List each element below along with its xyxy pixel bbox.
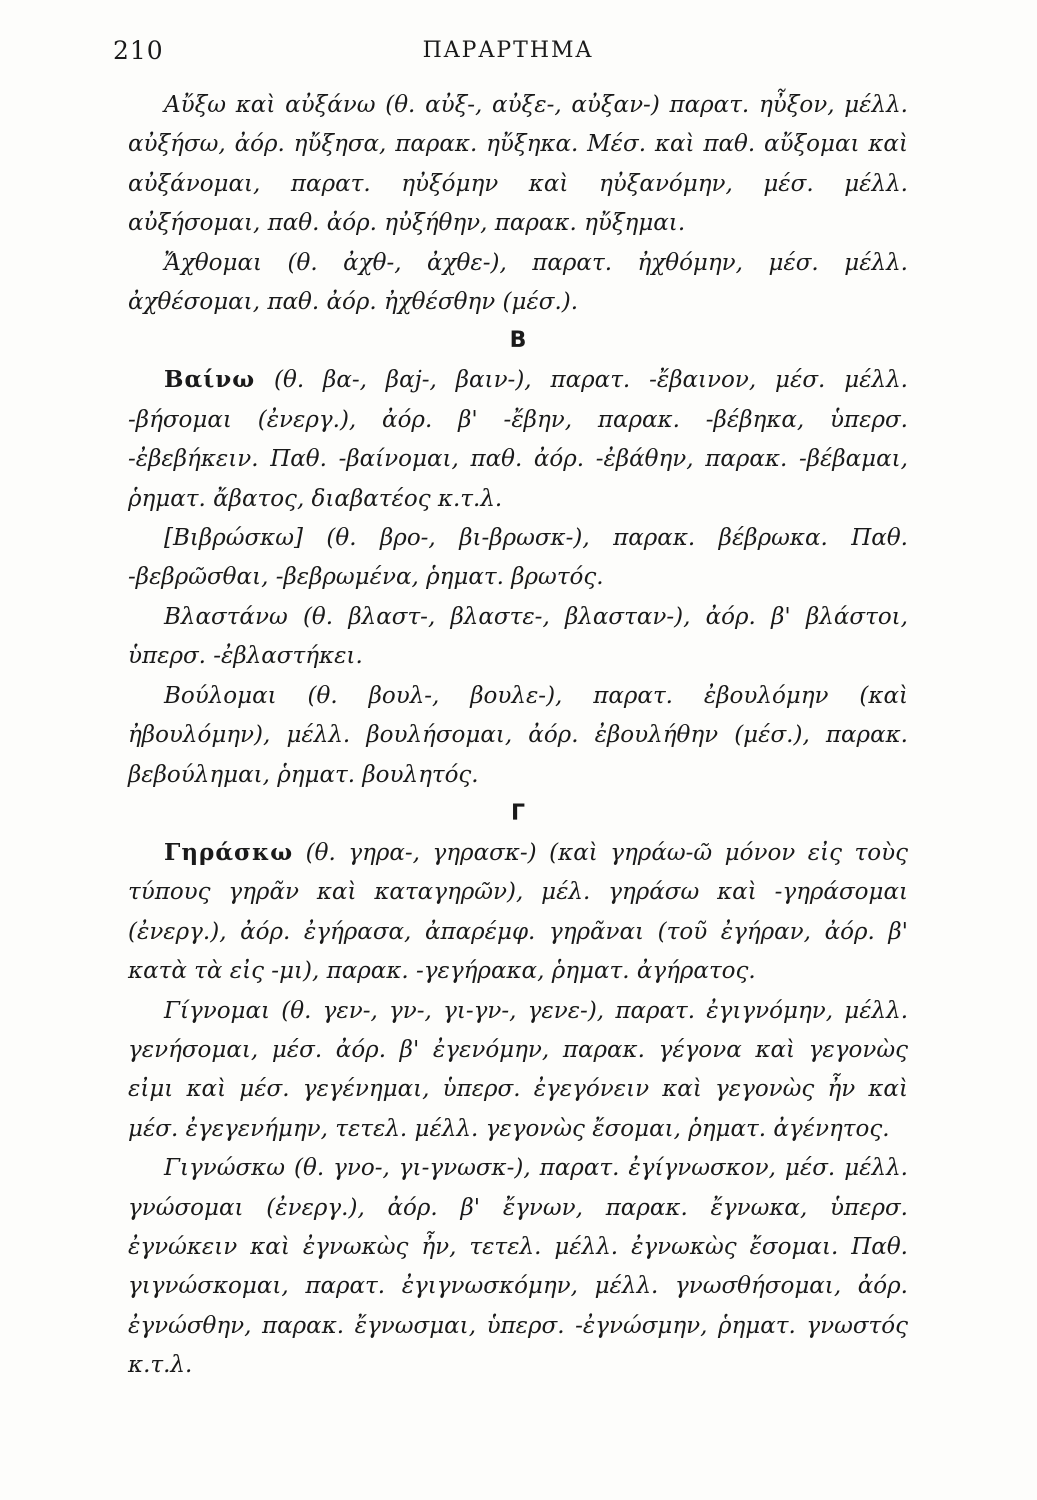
- page-number: 210: [113, 36, 164, 65]
- running-head: [113, 36, 903, 70]
- running-title: ΠΑΡΑΡΤΗΜΑ: [422, 38, 594, 63]
- entry-gignomai: [128, 992, 908, 1150]
- appendix-verb-list: [128, 86, 908, 1386]
- entry-text: [Βιβρώσκω] (θ. βρο-, βι-βρωσκ-), παρακ. βέβρωκα. Παθ. -βεβρῶσθαι, -βεβρωμένα, ῥηματ. βρωτός.: [128, 525, 908, 591]
- entry-text: Ἄχθομαι (θ. ἀχθ-, ἀχθε-), παρατ. ἠχθόμην, μέσ. μέλλ. ἀχθέσομαι, παθ. ἀόρ. ἠχθέσθην (μέσ.).: [128, 249, 908, 316]
- entry-auxo: [128, 86, 908, 244]
- section-heading-g: Γ: [510, 800, 526, 826]
- entry-text: Γίγνομαι (θ. γεν-, γν-, γι-γν-, γενε-), παρατ. ἐγιγνόμην, μέλλ. γενήσομαι, μέσ. ἀόρ. β' ἐγενόμην, παρακ. γέγονα καὶ γεγονὼς εἰμι καὶ μέσ. γεγένημαι, ὑπερσ. ἐγεγόνειν καὶ γεγονὼς ἦν καὶ μέσ. ἐγεγενήμην, τετελ. μέλλ. γεγονὼς ἔσομαι, ῥηματ. ἀγένητος.: [128, 997, 908, 1142]
- section-heading-b: Β: [509, 328, 527, 354]
- entry-text: Βούλομαι (θ. βουλ-, βουλε-), παρατ. ἐβουλόμην (καὶ ἠβουλόμην), μέλλ. βουλήσομαι, ἀόρ. ἐβουλήθην (μέσ.), παρακ. βεβούλημαι, ῥηματ. βουλητός.: [128, 682, 908, 788]
- entry-text: Αὔξω καὶ αὐξάνω (θ. αὐξ-, αὐξε-, αὐξαν-) παρατ. ηὖξον, μέλλ. αὐξήσω, ἀόρ. ηὔξησα, παρακ. ηὔξηκα. Μέσ. καὶ παθ. αὔξομαι καὶ αὐξάνομαι, παρατ. ηὐξόμην καὶ ηὐξανόμην, μέσ. μέλλ. αὐξήσομαι, παθ. ἀόρ. ηὐξήθην, παρακ. ηὔξημαι.: [128, 92, 908, 237]
- entry-gignosko: [128, 1149, 908, 1385]
- entry-boulomai: [128, 677, 908, 795]
- entry-gerasko: [128, 833, 908, 992]
- entry-text: Γιγνώσκω (θ. γνο-, γι-γνωσκ-), παρατ. ἐγίγνωσκον, μέσ. μέλλ. γνώσομαι (ἐνεργ.), ἀόρ. β' ἔγνων, παρακ. ἔγνωκα, ὑπερσ. ἐγνώκειν καὶ ἐγνωκὼς ἦν, τετελ. μέλλ. ἐγνωκὼς ἔσομαι. Παθ. γιγνώσκομαι, παρατ. ἐγιγνωσκόμην, μέλλ. γνωσθήσομαι, ἀόρ. ἐγνώσθην, παρακ. ἔγνωσμαι, ὑπερσ. -ἐγνώσμην, ῥηματ. γνωστός κ.τ.λ.: [128, 1155, 908, 1379]
- entry-text: Βλαστάνω (θ. βλαστ-, βλαστε-, βλασταν-), ἀόρ. β' βλάστοι, ὑπερσ. -ἐβλαστήκει.: [128, 603, 908, 670]
- entry-lemma: Γηράσκω: [164, 838, 294, 866]
- entry-lemma: Βαίνω: [164, 366, 256, 394]
- entry-bibrosko: [128, 519, 908, 598]
- entry-blastano: [128, 598, 908, 677]
- entry-text: (θ. γηρα-, γηρασκ-) (καὶ γηράω-ῶ μόνον εἰς τοὺς τύπους γηρᾶν καὶ καταγηρῶν), μέλ. γηράσω καὶ -γηράσομαι (ἐνεργ.), ἀόρ. ἐγήρασα, ἀπαρέμφ. γηρᾶναι (τοῦ ἐγήραν, ἀόρ. β' κατὰ τὰ εἰς -μι), παρακ. -γεγήρακα, ῥηματ. ἀγήρατος.: [128, 839, 908, 985]
- entry-achthomai: [128, 244, 908, 323]
- entry-text: (θ. βα-, βαϳ-, βαιν-), παρατ. -ἔβαινον, μέσ. μέλλ. -βήσομαι (ἐνεργ.), ἀόρ. β' -ἔβην, παρακ. -βέβηκα, ὑπερσ. -ἐβεβήκειν. Παθ. -βαίνομαι, παθ. ἀόρ. -ἐβάθην, παρακ. -βέβαμαι, ῥηματ. ἄβατος, διαβατέος κ.τ.λ.: [128, 367, 908, 512]
- entry-baino: [128, 360, 908, 519]
